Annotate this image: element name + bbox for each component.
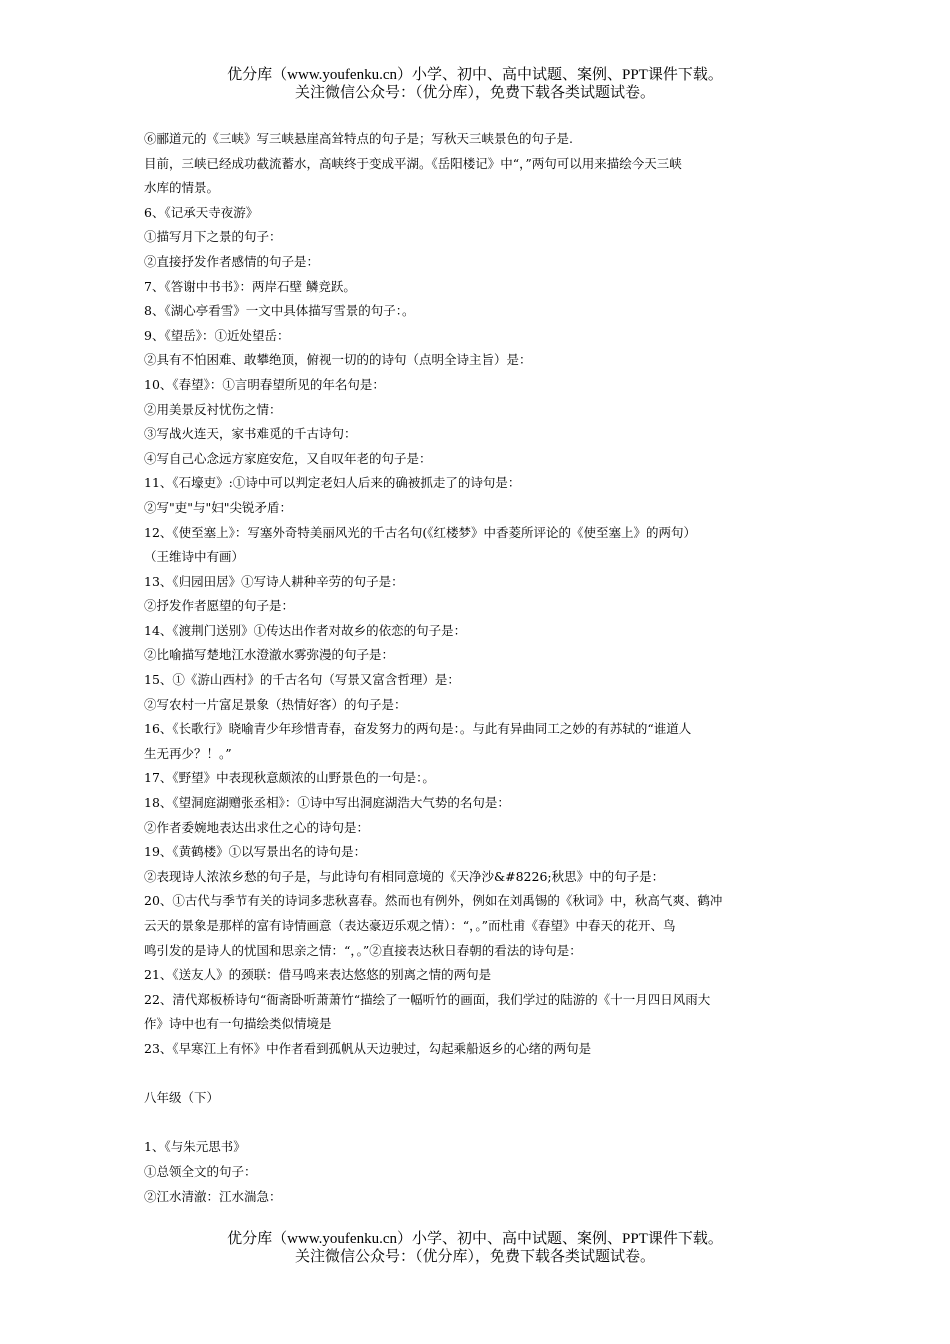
text-line: 10、《春望》：①言明春望所见的年名句是： [144, 376, 385, 392]
text-line: ③写战火连天，家书难觅的千古诗句： [144, 426, 357, 442]
text-line: ②用美景反衬忧伤之情： [144, 401, 282, 417]
text-line: ②表现诗人浓浓乡愁的句子是，与此诗句有相同意境的《天净沙&#8226;秋思》中的句子是： [144, 868, 665, 884]
text-line: ②具有不怕困难、敢攀绝顶，俯视一切的的诗句（点明全诗主旨）是： [144, 352, 532, 368]
text-line: 16、《长歌行》晓喻青少年珍惜青春，奋发努力的两句是：。与此有异曲同工之妙的有苏轼的“谁道人 [144, 721, 692, 737]
header-line-1: 优分库（www.youfenku.cn）小学、初中、高中试题、案例、PPT课件下载。 [227, 67, 723, 83]
text-line: 11、《石壕吏》:①诗中可以判定老妇人后来的确被抓走了的诗句是： [144, 475, 521, 491]
text-line: 8、《湖心亭看雪》一文中具体描写雪景的句子：。 [144, 303, 415, 319]
footer-line-1: 优分库（www.youfenku.cn）小学、初中、高中试题、案例、PPT课件下载。 [227, 1231, 723, 1247]
text-line: 7、《答谢中书书》：两岸石壁 鳞竞跃。 [144, 278, 356, 294]
text-line: 18、《望洞庭湖赠张丞相》：①诗中写出洞庭湖浩大气势的名句是： [144, 795, 510, 811]
text-line: 1、《与朱元思书》 [144, 1139, 246, 1155]
text-line: ②写农村一片富足景象（热情好客）的句子是： [144, 696, 407, 712]
text-line: 云天的景象是那样的富有诗情画意（表达豪迈乐观之情）：“，。”而杜甫《春望》中春天的花开、鸟 [144, 918, 676, 933]
blank-line [144, 1111, 814, 1136]
text-line: 21、《送友人》的颈联：借马鸣来表达悠悠的别离之情的两句是 [144, 967, 492, 983]
text-line: ④写自己心念远方家庭安危，又自叹年老的句子是： [144, 450, 432, 466]
text-line: 19、《黄鹤楼》①以写景出名的诗句是： [144, 844, 367, 860]
header-line-2: 关注微信公众号：（优分库），免费下载各类试题试卷。 [294, 85, 655, 101]
text-line: 15、①《游山西村》的千古名句（写景又富含哲理）是： [144, 672, 460, 688]
text-line: 作》诗中也有一句描绘类似情境是 [144, 1016, 332, 1032]
footer-line-2: 关注微信公众号：（优分库），免费下载各类试题试卷。 [294, 1249, 655, 1265]
text-line: ②江水清澈：江水湍急： [144, 1188, 282, 1204]
text-line: 13、《归园田居》①写诗人耕种辛劳的句子是： [144, 573, 404, 589]
blank-line [144, 1062, 814, 1087]
text-line: 22、清代郑板桥诗句“衙斋卧听萧萧竹“描绘了一幅听竹的画面，我们学过的陆游的《十一月四日风雨大 [144, 991, 711, 1007]
text-line: ②抒发作者愿望的句子是： [144, 598, 295, 614]
text-line: ②作者委婉地表达出求仕之心的诗句是： [144, 819, 370, 835]
text-line: ②比喻描写楚地江水澄澈水雾弥漫的句子是： [144, 647, 395, 663]
document-body [144, 127, 814, 1209]
text-line: ①总领全文的句子： [144, 1163, 257, 1179]
text-line: 12、《使至塞上》：写塞外奇特美丽风光的千古名句(《红楼梦》中香菱所评论的《使至塞上》的两句） [144, 524, 697, 540]
page-header [0, 66, 950, 102]
text-line: 23、《早寒江上有怀》中作者看到孤帆从天边驶过，勾起乘船返乡的心绪的两句是 [144, 1040, 592, 1056]
text-line: 鸣引发的是诗人的忧国和思亲之情：“，。”②直接表达秋日春朝的看法的诗句是： [144, 942, 582, 958]
text-line: 八年级（下） [144, 1090, 220, 1106]
text-line: 生无再少？！。” [144, 745, 232, 761]
text-line: 目前，三峡已经成功截流蓄水，高峡终于变成平湖。《岳阳楼记》中“，”两句可以用来描绘今天三峡 [144, 155, 682, 171]
text-line: （王维诗中有画） [144, 549, 245, 565]
text-line: ⑥郦道元的《三峡》写三峡悬崖高耸特点的句子是；写秋天三峡景色的句子是. [144, 131, 573, 146]
text-line: 水库的情景。 [144, 180, 220, 196]
page-footer [0, 1230, 950, 1266]
text-line: 6、《记承天寺夜游》 [144, 204, 259, 220]
text-line: 20、①古代与季节有关的诗词多悲秋喜春。然而也有例外，例如在刘禹锡的《秋词》中，秋高气爽、鹤冲 [144, 893, 723, 909]
text-line: ②直接抒发作者感情的句子是： [144, 253, 320, 269]
text-line: ①描写月下之景的句子： [144, 229, 282, 245]
text-line: 9、《望岳》：①近处望岳： [144, 327, 290, 343]
text-line: 14、《渡荆门送别》①传达出作者对故乡的依恋的句子是： [144, 622, 467, 638]
text-line: ②写"吏"与"妇"尖锐矛盾： [144, 499, 292, 515]
text-line: 17、《野望》中表现秋意颇浓的山野景色的一句是：。 [144, 770, 435, 786]
